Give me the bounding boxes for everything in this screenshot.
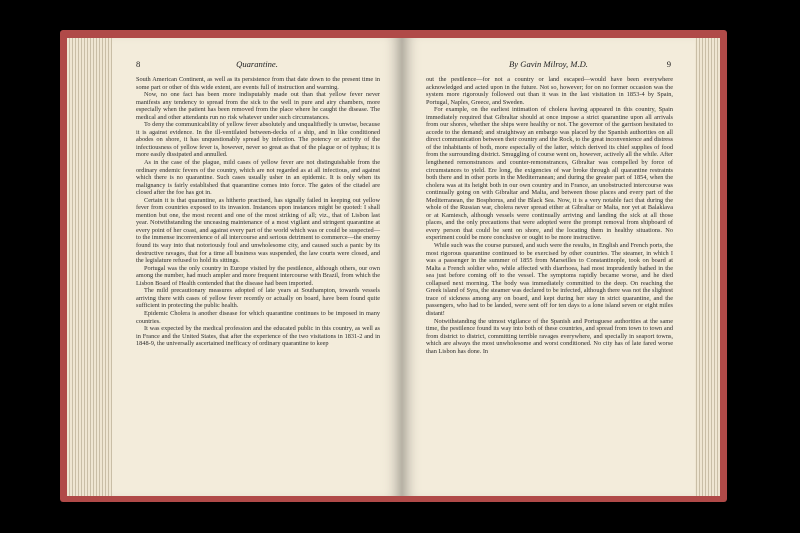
paragraph: South American Continent, as well as its persistence from that date down to the present time in some part or other of this wide extent, are events full of instruction and warning. [136,76,380,91]
paragraph: To deny the communicability of yellow fever absolutely and unqualifiedly is unwise, because it is against evidence. In the ill-ventilated between-decks of a ship, and in like conditioned abodes on shore, it has unquestionably spread by infection. The potency or activity of the infectiousness of yellow fever is, however, never so great as that of the plague or of typhus; it is more easily dissipated and annulled. [136,121,380,159]
paragraph: Now, no one fact has been more indisputably made out than that yellow fever never manifests any tendency to spread from the sick to the well in pure and airy chambers, more especially when the patient has been removed from the place where he caught the disease. The medical and other attendants run no risk whatever under such circumstances. [136,91,380,121]
right-body-text [426,76,673,488]
right-page-number: 9 [666,59,671,69]
paragraph: The mild precautionary measures adopted of late years at Southampton, towards vessels arriving there with cases of yellow fever recently or actually on board, have been found quite sufficient in protecting the public health. [136,287,380,310]
paragraph: Certain it is that quarantine, as hitherto practised, has signally failed in keeping out yellow fever from countries exposed to its invasion. Instances upon instances might be quoted: I shall mention but one, the most recent and one of the most striking of all; viz., that of Lisbon last year. Notwithstanding the unceasing maintenance of a most vigilant and stringent quarantine at every point of her coast, and against every part of the world which was or could be suspected—to the immense inconvenience of all intercourse and serious detriment to commerce—the enemy found its way into that notoriously foul and unwholesome city, and caused such a panic by its destructive ravages, that for a time all business was suspended, the law courts were closed, and the legislature refused to hold its sittings. [136,196,380,265]
left-running-title: Quarantine. [236,59,278,69]
paragraph: Epidemic Cholera is another disease for which quarantine continues to be imposed in many countries. [136,309,380,325]
paragraph: Notwithstanding the utmost vigilance of the Spanish and Portuguese authorities at the same time, the pestilence found its way into both of these countries, and spread from town to town and from district to district, committing terrible ravages everywhere, and specially in seaport towns, which are always the most unwholesome and worst conditioned. No city has of late fared worse than Lisbon has done. In [426,317,673,355]
paragraph: As in the case of the plague, mild cases of yellow fever are not distinguishable from the ordinary endemic fevers of the country, which are not regarded as at all infectious, and against which there is no quarantine. Such cases usually usher in an epidemic. It is only when its malignancy is fairly established that quarantine comes into force. The gates of the citadel are closed after the foe has got in. [136,159,380,197]
paragraph: It was expected by the medical profession and the educated public in this country, as well as in France and the United States, that after the experience of the two visitations in 1831-2 and in 1848-9, the universally ascertained inefficacy of ordinary quarantine to keep [136,325,380,348]
left-page [112,38,402,496]
right-running-head [426,59,671,71]
paragraph: While such was the course pursued, and such were the results, in English and French ports, the most rigorous quarantine continued to be exercised by other countries. The steamer, in which I was a passenger in the summer of 1855 from Marseilles to Constantinople, took on board at Malta a French soldier who, while affected with diarrhoea, had most imprudently bathed in the sea just before coming off to the vessel. The symptoms rapidly became worse, and he died collapsed next morning. The body was immediately committed to the deep. On reaching the Greek island of Syra, the steamer was declared to be infected, although there was not the slightest trace of sickness among any on board, and kept during her stay in strict quarantine, and the passengers, who had to be landed, were sent off for ten days to a lone island seven or eight miles distant! [426,242,673,317]
left-body-text [136,76,380,488]
left-running-head [136,59,378,71]
right-running-title: By Gavin Milroy, M.D. [509,59,588,69]
paragraph: out the pestilence—for not a country or land escaped—would have been everywhere acknowledged and acted upon in the future. Not so, however; for on no former occasion was the system more rigorously followed out than it was in the last visitation in 1853-4 by Spain, Portugal, Naples, Greece, and Sweden. [426,76,673,106]
page-edges-left [67,38,117,496]
left-page-number: 8 [136,59,141,69]
right-page [402,38,695,496]
paragraph: For example, on the earliest intimation of cholera having appeared in this country, Spain immediately required that Gibraltar should at once impose a strict quarantine upon all arrivals from our shores, whether the ships were healthy or not. The governor of the garrison hesitated to accede to the demand; and straightway an embargo was placed by the Spanish authorities on all direct communication between their country and the Rock, to the great inconvenience and distress of the inhabitants of both, more especially of the latter, which derived its chief supplies of food from the surrounding district. Smuggling of course went on, however, actively all the while. After lengthened remonstrances and counter-remonstrances, Gibraltar was compelled by force of circumstances to yield. Ere long, the exigencies of war broke through all quarantine restraints both there and in other ports in the Mediterranean; and during the greater part of 1854, when the cholera was at its height both in our own country and in France, an unobstructed intercourse was continually going on with Gibraltar and Malta, and between those places and every part of the Mediterranean, the Bosphorus, and the Black Sea. Now, it is a very notable fact that during the whole of the Russian war, cholera never spread either at Gibraltar or Malta, nor yet at Balaklava or at Kamiesch, although vessels were continually arriving and landing the sick at all those places, and the only precautions that were adopted were the prompt removal from shipboard of every person that could be sent on shore, and the locating them in healthy situations. No experiment could be more conclusive or ought to be more instructive. [426,106,673,242]
paragraph: Portugal was the only country in Europe visited by the pestilence, although others, our own among the number, had much ampler and more frequent intercourse with Brazil, from which the Lisbon Board of Health contended that the disease had been imported. [136,264,380,287]
